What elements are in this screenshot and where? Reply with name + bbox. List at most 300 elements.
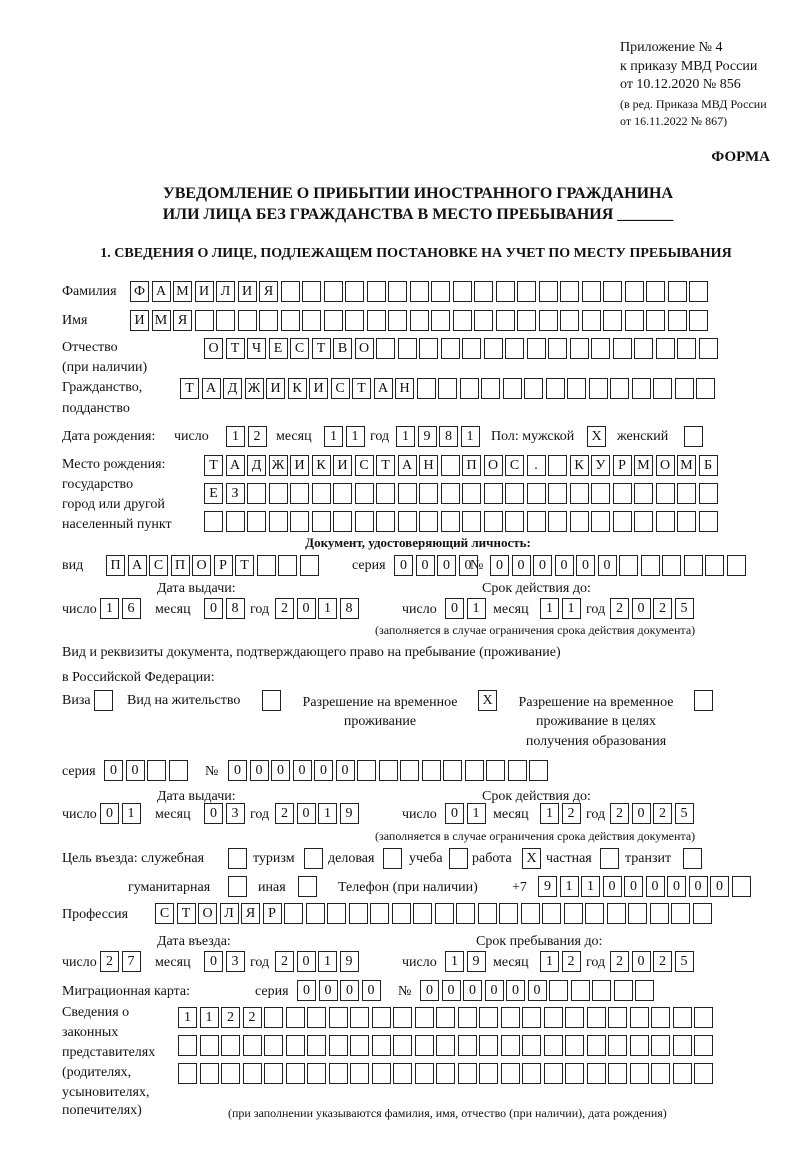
char-cell[interactable] <box>651 1007 670 1028</box>
char-cell[interactable] <box>613 511 632 532</box>
char-cell[interactable] <box>634 338 653 359</box>
char-cell[interactable]: 1 <box>461 426 480 447</box>
char-cell[interactable] <box>484 338 503 359</box>
residence-checkbox[interactable] <box>262 690 284 711</box>
char-cell[interactable]: 1 <box>445 951 464 972</box>
char-cell[interactable] <box>443 760 462 781</box>
char-cell[interactable]: 0 <box>319 980 338 1001</box>
char-cell[interactable] <box>200 1063 219 1084</box>
char-cell[interactable] <box>298 876 317 897</box>
char-cell[interactable] <box>694 1035 713 1056</box>
char-cell[interactable] <box>656 338 675 359</box>
char-cell[interactable] <box>505 483 524 504</box>
char-cell[interactable] <box>247 511 266 532</box>
char-cell[interactable] <box>264 1063 283 1084</box>
purpose-work-checkbox[interactable] <box>522 848 544 869</box>
char-cell[interactable] <box>304 848 323 869</box>
char-cell[interactable] <box>675 378 694 399</box>
char-cell[interactable] <box>290 511 309 532</box>
char-cell[interactable] <box>662 555 681 576</box>
char-cell[interactable]: Я <box>241 903 260 924</box>
char-cell[interactable] <box>422 760 441 781</box>
char-cell[interactable] <box>419 483 438 504</box>
char-cell[interactable]: Ф <box>130 281 149 302</box>
char-cell[interactable]: 0 <box>394 555 413 576</box>
char-cell[interactable] <box>591 338 610 359</box>
char-cell[interactable] <box>372 1035 391 1056</box>
char-cell[interactable]: М <box>677 455 696 476</box>
char-cell[interactable] <box>441 511 460 532</box>
char-cell[interactable] <box>94 690 113 711</box>
char-cell[interactable]: 0 <box>632 951 651 972</box>
char-cell[interactable] <box>582 281 601 302</box>
edu-permit-checkbox[interactable] <box>694 690 716 711</box>
id-issue-month[interactable] <box>204 598 247 619</box>
char-cell[interactable] <box>613 483 632 504</box>
char-cell[interactable] <box>646 281 665 302</box>
birth-year-field[interactable] <box>396 426 482 447</box>
char-cell[interactable] <box>269 511 288 532</box>
char-cell[interactable] <box>178 1035 197 1056</box>
char-cell[interactable]: X <box>587 426 606 447</box>
char-cell[interactable] <box>501 1035 520 1056</box>
char-cell[interactable]: 2 <box>275 951 294 972</box>
char-cell[interactable] <box>565 1035 584 1056</box>
entry-month[interactable] <box>204 951 247 972</box>
char-cell[interactable] <box>548 483 567 504</box>
char-cell[interactable] <box>668 310 687 331</box>
char-cell[interactable] <box>462 483 481 504</box>
stay-number-field[interactable] <box>228 760 551 781</box>
char-cell[interactable]: 2 <box>275 598 294 619</box>
char-cell[interactable]: 1 <box>178 1007 197 1028</box>
id-issue-day[interactable] <box>100 598 143 619</box>
char-cell[interactable]: 1 <box>318 803 337 824</box>
char-cell[interactable] <box>441 455 460 476</box>
char-cell[interactable]: Т <box>376 455 395 476</box>
char-cell[interactable]: О <box>198 903 217 924</box>
char-cell[interactable]: Р <box>263 903 282 924</box>
char-cell[interactable] <box>350 1007 369 1028</box>
char-cell[interactable] <box>460 378 479 399</box>
sex-male-checkbox[interactable] <box>587 426 609 447</box>
char-cell[interactable] <box>419 338 438 359</box>
char-cell[interactable] <box>499 903 518 924</box>
char-cell[interactable]: 0 <box>250 760 269 781</box>
char-cell[interactable] <box>484 511 503 532</box>
char-cell[interactable]: А <box>152 281 171 302</box>
char-cell[interactable] <box>284 903 303 924</box>
char-cell[interactable] <box>307 1035 326 1056</box>
char-cell[interactable] <box>564 903 583 924</box>
char-cell[interactable] <box>587 1063 606 1084</box>
char-cell[interactable] <box>610 378 629 399</box>
char-cell[interactable]: А <box>398 455 417 476</box>
char-cell[interactable]: 0 <box>271 760 290 781</box>
stay-issue-day[interactable] <box>100 803 143 824</box>
char-cell[interactable] <box>453 310 472 331</box>
patronymic-field[interactable] <box>204 338 720 359</box>
char-cell[interactable] <box>501 1063 520 1084</box>
char-cell[interactable] <box>278 555 297 576</box>
char-cell[interactable] <box>474 310 493 331</box>
stay-until-month[interactable] <box>540 951 583 972</box>
char-cell[interactable] <box>684 426 703 447</box>
char-cell[interactable] <box>286 1063 305 1084</box>
char-cell[interactable] <box>286 1007 305 1028</box>
char-cell[interactable] <box>474 281 493 302</box>
char-cell[interactable]: С <box>505 455 524 476</box>
char-cell[interactable] <box>505 338 524 359</box>
char-cell[interactable]: 1 <box>581 876 600 897</box>
char-cell[interactable] <box>673 1035 692 1056</box>
char-cell[interactable] <box>635 980 654 1001</box>
char-cell[interactable] <box>383 848 402 869</box>
char-cell[interactable] <box>398 338 417 359</box>
char-cell[interactable] <box>656 511 675 532</box>
char-cell[interactable]: 0 <box>126 760 145 781</box>
char-cell[interactable]: 5 <box>675 803 694 824</box>
char-cell[interactable] <box>259 310 278 331</box>
char-cell[interactable]: 9 <box>340 951 359 972</box>
stay-series-field[interactable] <box>104 760 190 781</box>
char-cell[interactable]: Т <box>352 378 371 399</box>
id-series-field[interactable] <box>394 555 480 576</box>
char-cell[interactable] <box>542 903 561 924</box>
char-cell[interactable] <box>355 511 374 532</box>
char-cell[interactable]: Т <box>312 338 331 359</box>
char-cell[interactable] <box>281 310 300 331</box>
char-cell[interactable]: О <box>355 338 374 359</box>
char-cell[interactable] <box>689 310 708 331</box>
char-cell[interactable] <box>269 483 288 504</box>
char-cell[interactable] <box>689 281 708 302</box>
char-cell[interactable] <box>307 1063 326 1084</box>
char-cell[interactable] <box>694 1063 713 1084</box>
char-cell[interactable] <box>544 1063 563 1084</box>
char-cell[interactable] <box>345 310 364 331</box>
purpose-transit-checkbox[interactable] <box>683 848 705 869</box>
birthplace-field-1[interactable] <box>204 455 720 476</box>
char-cell[interactable]: 8 <box>340 598 359 619</box>
char-cell[interactable] <box>522 1035 541 1056</box>
char-cell[interactable] <box>677 483 696 504</box>
char-cell[interactable] <box>238 310 257 331</box>
char-cell[interactable] <box>379 760 398 781</box>
char-cell[interactable] <box>625 310 644 331</box>
char-cell[interactable]: И <box>290 455 309 476</box>
id-type-field[interactable] <box>106 555 321 576</box>
char-cell[interactable] <box>286 1035 305 1056</box>
char-cell[interactable]: 6 <box>122 598 141 619</box>
char-cell[interactable]: 0 <box>624 876 643 897</box>
char-cell[interactable]: 0 <box>204 598 223 619</box>
char-cell[interactable]: 2 <box>243 1007 262 1028</box>
char-cell[interactable] <box>453 281 472 302</box>
char-cell[interactable]: 2 <box>610 951 629 972</box>
char-cell[interactable] <box>656 483 675 504</box>
char-cell[interactable] <box>302 310 321 331</box>
char-cell[interactable] <box>357 760 376 781</box>
char-cell[interactable] <box>345 281 364 302</box>
char-cell[interactable] <box>589 378 608 399</box>
char-cell[interactable] <box>415 1063 434 1084</box>
char-cell[interactable] <box>683 848 702 869</box>
char-cell[interactable]: А <box>202 378 221 399</box>
char-cell[interactable] <box>673 1007 692 1028</box>
char-cell[interactable] <box>570 338 589 359</box>
char-cell[interactable]: 0 <box>297 980 316 1001</box>
char-cell[interactable]: 0 <box>632 598 651 619</box>
char-cell[interactable]: 0 <box>555 555 574 576</box>
char-cell[interactable]: С <box>331 378 350 399</box>
char-cell[interactable]: 2 <box>653 951 672 972</box>
char-cell[interactable] <box>570 483 589 504</box>
char-cell[interactable] <box>521 903 540 924</box>
stay-valid-day[interactable] <box>445 803 488 824</box>
char-cell[interactable]: М <box>173 281 192 302</box>
char-cell[interactable]: 1 <box>122 803 141 824</box>
char-cell[interactable]: Б <box>699 455 718 476</box>
char-cell[interactable]: 0 <box>314 760 333 781</box>
char-cell[interactable] <box>458 1007 477 1028</box>
char-cell[interactable]: К <box>570 455 589 476</box>
char-cell[interactable] <box>376 483 395 504</box>
char-cell[interactable] <box>479 1035 498 1056</box>
char-cell[interactable] <box>462 338 481 359</box>
char-cell[interactable] <box>324 281 343 302</box>
char-cell[interactable]: В <box>333 338 352 359</box>
char-cell[interactable] <box>607 903 626 924</box>
char-cell[interactable]: 9 <box>418 426 437 447</box>
char-cell[interactable]: 0 <box>646 876 665 897</box>
char-cell[interactable] <box>651 1035 670 1056</box>
char-cell[interactable] <box>527 483 546 504</box>
char-cell[interactable] <box>221 1063 240 1084</box>
char-cell[interactable] <box>613 338 632 359</box>
char-cell[interactable]: А <box>374 378 393 399</box>
char-cell[interactable]: О <box>204 338 223 359</box>
char-cell[interactable] <box>147 760 166 781</box>
char-cell[interactable] <box>456 903 475 924</box>
char-cell[interactable]: 0 <box>528 980 547 1001</box>
char-cell[interactable] <box>417 378 436 399</box>
id-issue-year[interactable] <box>275 598 361 619</box>
char-cell[interactable] <box>591 511 610 532</box>
char-cell[interactable]: 0 <box>506 980 525 1001</box>
purpose-humanitarian-checkbox[interactable] <box>228 876 250 897</box>
char-cell[interactable] <box>544 1035 563 1056</box>
stay-issue-year[interactable] <box>275 803 361 824</box>
profession-field[interactable] <box>155 903 714 924</box>
stay-until-year[interactable] <box>610 951 696 972</box>
char-cell[interactable] <box>329 1007 348 1028</box>
char-cell[interactable]: 0 <box>512 555 531 576</box>
char-cell[interactable] <box>517 281 536 302</box>
char-cell[interactable]: 8 <box>439 426 458 447</box>
char-cell[interactable] <box>608 1035 627 1056</box>
char-cell[interactable] <box>696 378 715 399</box>
char-cell[interactable]: 2 <box>610 598 629 619</box>
char-cell[interactable] <box>247 483 266 504</box>
char-cell[interactable] <box>646 310 665 331</box>
char-cell[interactable] <box>415 1007 434 1028</box>
char-cell[interactable] <box>653 378 672 399</box>
char-cell[interactable] <box>324 310 343 331</box>
char-cell[interactable]: 1 <box>467 598 486 619</box>
char-cell[interactable]: Т <box>180 378 199 399</box>
char-cell[interactable] <box>438 378 457 399</box>
char-cell[interactable] <box>571 980 590 1001</box>
char-cell[interactable]: 0 <box>710 876 729 897</box>
char-cell[interactable] <box>393 1035 412 1056</box>
char-cell[interactable] <box>372 1007 391 1028</box>
char-cell[interactable] <box>302 281 321 302</box>
char-cell[interactable]: 2 <box>275 803 294 824</box>
char-cell[interactable] <box>614 980 633 1001</box>
char-cell[interactable] <box>478 903 497 924</box>
char-cell[interactable]: Я <box>173 310 192 331</box>
char-cell[interactable] <box>677 338 696 359</box>
char-cell[interactable]: 8 <box>226 598 245 619</box>
char-cell[interactable]: 5 <box>675 951 694 972</box>
char-cell[interactable]: П <box>106 555 125 576</box>
char-cell[interactable]: 3 <box>226 951 245 972</box>
char-cell[interactable] <box>349 903 368 924</box>
char-cell[interactable] <box>496 310 515 331</box>
char-cell[interactable] <box>281 281 300 302</box>
char-cell[interactable]: 2 <box>653 803 672 824</box>
char-cell[interactable]: О <box>656 455 675 476</box>
char-cell[interactable] <box>333 483 352 504</box>
char-cell[interactable]: Ж <box>245 378 264 399</box>
char-cell[interactable]: 0 <box>445 598 464 619</box>
char-cell[interactable] <box>393 1007 412 1028</box>
char-cell[interactable]: С <box>355 455 374 476</box>
char-cell[interactable] <box>290 483 309 504</box>
char-cell[interactable] <box>410 281 429 302</box>
char-cell[interactable] <box>306 903 325 924</box>
char-cell[interactable]: У <box>591 455 610 476</box>
char-cell[interactable] <box>479 1007 498 1028</box>
char-cell[interactable]: П <box>462 455 481 476</box>
char-cell[interactable] <box>539 310 558 331</box>
char-cell[interactable] <box>641 555 660 576</box>
char-cell[interactable] <box>634 511 653 532</box>
char-cell[interactable] <box>625 281 644 302</box>
char-cell[interactable] <box>527 338 546 359</box>
char-cell[interactable] <box>671 903 690 924</box>
name-field[interactable] <box>130 310 711 331</box>
char-cell[interactable]: 0 <box>416 555 435 576</box>
char-cell[interactable] <box>546 378 565 399</box>
char-cell[interactable] <box>300 555 319 576</box>
char-cell[interactable]: Н <box>395 378 414 399</box>
char-cell[interactable]: 0 <box>459 555 478 576</box>
char-cell[interactable]: Я <box>259 281 278 302</box>
purpose-private-checkbox[interactable] <box>600 848 622 869</box>
char-cell[interactable]: 1 <box>226 426 245 447</box>
char-cell[interactable]: 0 <box>336 760 355 781</box>
char-cell[interactable]: Т <box>235 555 254 576</box>
char-cell[interactable] <box>413 903 432 924</box>
char-cell[interactable] <box>673 1063 692 1084</box>
char-cell[interactable] <box>200 1035 219 1056</box>
char-cell[interactable]: М <box>152 310 171 331</box>
char-cell[interactable] <box>732 876 751 897</box>
char-cell[interactable]: 0 <box>689 876 708 897</box>
char-cell[interactable] <box>705 555 724 576</box>
char-cell[interactable]: 2 <box>610 803 629 824</box>
char-cell[interactable] <box>243 1063 262 1084</box>
char-cell[interactable] <box>431 281 450 302</box>
char-cell[interactable]: 1 <box>540 598 559 619</box>
migration-series-field[interactable] <box>297 980 383 1001</box>
char-cell[interactable] <box>228 848 247 869</box>
char-cell[interactable] <box>585 903 604 924</box>
char-cell[interactable]: 0 <box>490 555 509 576</box>
char-cell[interactable] <box>204 511 223 532</box>
char-cell[interactable]: 0 <box>104 760 123 781</box>
char-cell[interactable]: 5 <box>675 598 694 619</box>
char-cell[interactable] <box>694 690 713 711</box>
representatives-field-2[interactable] <box>178 1035 716 1056</box>
char-cell[interactable] <box>549 980 568 1001</box>
char-cell[interactable] <box>178 1063 197 1084</box>
char-cell[interactable]: 2 <box>221 1007 240 1028</box>
char-cell[interactable]: 0 <box>340 980 359 1001</box>
char-cell[interactable] <box>216 310 235 331</box>
char-cell[interactable]: Е <box>204 483 223 504</box>
char-cell[interactable] <box>527 511 546 532</box>
char-cell[interactable] <box>400 760 419 781</box>
char-cell[interactable] <box>650 903 669 924</box>
char-cell[interactable] <box>312 511 331 532</box>
char-cell[interactable] <box>524 378 543 399</box>
char-cell[interactable]: Л <box>216 281 235 302</box>
purpose-business-checkbox[interactable] <box>383 848 405 869</box>
char-cell[interactable]: А <box>226 455 245 476</box>
char-cell[interactable] <box>195 310 214 331</box>
char-cell[interactable]: Ч <box>247 338 266 359</box>
char-cell[interactable]: 7 <box>122 951 141 972</box>
char-cell[interactable] <box>393 1063 412 1084</box>
char-cell[interactable]: X <box>522 848 541 869</box>
char-cell[interactable]: 0 <box>632 803 651 824</box>
char-cell[interactable] <box>388 281 407 302</box>
char-cell[interactable]: 0 <box>667 876 686 897</box>
char-cell[interactable]: 0 <box>442 980 461 1001</box>
char-cell[interactable]: Н <box>419 455 438 476</box>
char-cell[interactable] <box>628 903 647 924</box>
sex-female-checkbox[interactable] <box>684 426 706 447</box>
char-cell[interactable] <box>508 760 527 781</box>
char-cell[interactable]: 0 <box>463 980 482 1001</box>
citizenship-field[interactable] <box>180 378 718 399</box>
char-cell[interactable] <box>570 511 589 532</box>
char-cell[interactable] <box>634 483 653 504</box>
char-cell[interactable] <box>169 760 188 781</box>
char-cell[interactable] <box>565 1063 584 1084</box>
char-cell[interactable] <box>355 483 374 504</box>
char-cell[interactable] <box>603 310 622 331</box>
char-cell[interactable] <box>465 760 484 781</box>
char-cell[interactable]: 3 <box>226 803 245 824</box>
char-cell[interactable]: И <box>130 310 149 331</box>
char-cell[interactable] <box>699 483 718 504</box>
char-cell[interactable]: С <box>149 555 168 576</box>
char-cell[interactable]: Д <box>223 378 242 399</box>
